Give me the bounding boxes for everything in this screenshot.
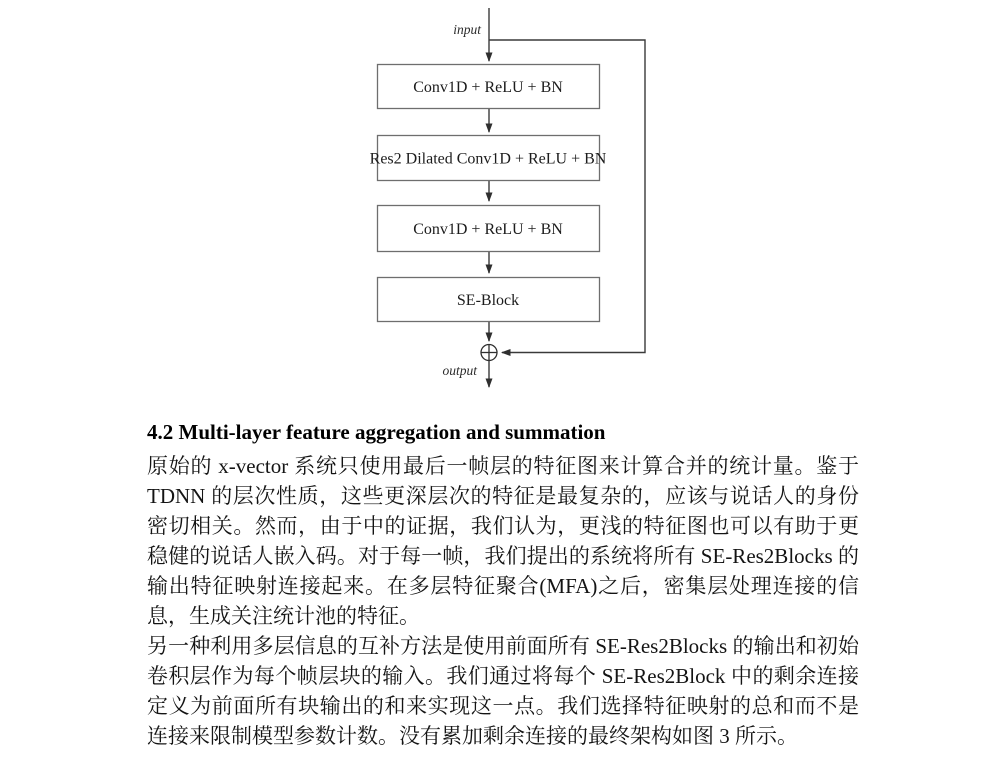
block-conv1d-2 [378,206,600,252]
block-conv1d-1-label: Conv1D + ReLU + BN [413,79,563,96]
block-conv1d-2-label: Conv1D + ReLU + BN [413,221,563,238]
block-conv1d-1 [378,65,600,109]
block-res2-dilated-conv1d [370,136,607,181]
summation-plus-icon [481,345,497,361]
input-label: input [453,22,481,37]
paragraph-2: 另一种利用多层信息的互补方法是使用前面所有 SE-Res2Blocks 的输出和初始卷积层作为每个帧层块的输入。我们通过将每个 SE-Res2Block 中的剩余连接定义为前面所有块输出的和来实现这一点。我们选择特征映射的总和而不是连接来限制模型参数计数。没有累加剩余连接的最终架构如图 3 所示。 [147,634,859,748]
output-label: output [442,363,477,378]
section-heading: 4.2 Multi-layer feature aggregation and summation [147,420,606,444]
paragraph-1: 原始的 x-vector 系统只使用最后一帧层的特征图来计算合并的统计量。鉴于 TDNN 的层次性质，这些更深层次的特征是最复杂的，应该与说话人的身份密切相关。然而，由于中的证据，我们认为，更浅的特征图也可以有助于更稳健的说话人嵌入码。对于每一帧，我们提出的系统将所有 SE-Res2Blocks 的输出特征映射连接起来。在多层特征聚合(MFA)之后，密集层处理连接的信息，生成关注统计池的特征。 [147,454,859,628]
block-se-block [378,278,600,322]
section-4-2 [147,419,859,751]
block-se-block-label: SE-Block [456,292,520,309]
block-res2-dilated-conv1d-label: Res2 Dilated Conv1D + ReLU + BN [369,150,607,168]
